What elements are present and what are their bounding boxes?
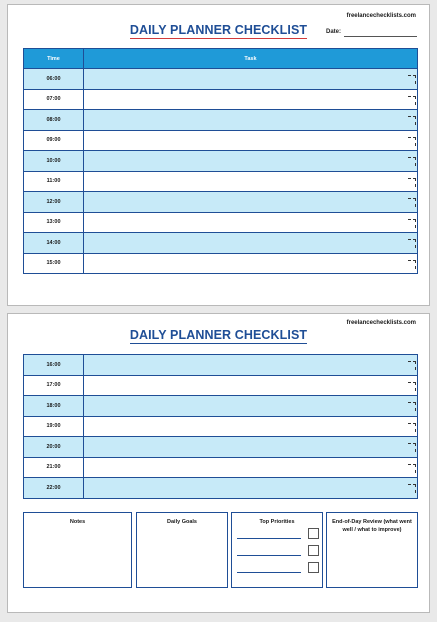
title-text: DAILY PLANNER CHECKLIST	[129, 23, 308, 37]
task-cell[interactable]	[84, 253, 418, 274]
end-of-day-review-label: End-of-Day Review (what went well / what to improve)	[332, 519, 412, 533]
priority-checkbox[interactable]	[308, 545, 319, 556]
time-cell: 07:00	[24, 89, 84, 110]
daily-goals-box[interactable]	[136, 512, 228, 588]
task-checkbox[interactable]	[408, 75, 416, 84]
notes-label: Notes	[69, 519, 86, 525]
planner-page-1	[7, 4, 430, 306]
task-checkbox[interactable]	[408, 402, 416, 411]
schedule-row	[24, 233, 418, 254]
notes-box[interactable]	[23, 512, 132, 588]
time-cell: 11:00	[24, 171, 84, 192]
task-checkbox[interactable]	[408, 239, 416, 248]
time-cell: 06:00	[24, 69, 84, 90]
task-checkbox[interactable]	[408, 219, 416, 228]
priority-line[interactable]	[237, 538, 301, 539]
top-priorities-box	[231, 512, 323, 588]
task-checkbox[interactable]	[408, 137, 416, 146]
schedule-row	[24, 457, 418, 478]
schedule-row	[24, 89, 418, 110]
daily-goals-label: Daily Goals	[167, 519, 197, 525]
time-cell: 12:00	[24, 192, 84, 213]
task-checkbox[interactable]	[408, 443, 416, 452]
schedule-row	[24, 416, 418, 437]
schedule-row	[24, 151, 418, 172]
title-text: DAILY PLANNER CHECKLIST	[129, 328, 308, 342]
priority-line[interactable]	[237, 555, 301, 556]
task-cell[interactable]	[84, 130, 418, 151]
time-cell: 08:00	[24, 110, 84, 131]
time-cell: 20:00	[24, 437, 84, 458]
top-priorities-label: Top Priorities	[259, 519, 295, 525]
time-header: Time	[24, 49, 84, 69]
time-cell: 15:00	[24, 253, 84, 274]
site-url: freelancechecklists.com	[346, 13, 416, 19]
planner-page-2	[7, 313, 430, 613]
date-label: Date:	[326, 29, 342, 35]
task-checkbox[interactable]	[408, 96, 416, 105]
task-checkbox[interactable]	[408, 260, 416, 269]
time-cell: 16:00	[24, 355, 84, 376]
schedule-row	[24, 355, 418, 376]
time-cell: 13:00	[24, 212, 84, 233]
priority-checkbox[interactable]	[308, 528, 319, 539]
task-header: Task	[84, 49, 418, 69]
time-cell: 10:00	[24, 151, 84, 172]
task-cell[interactable]	[84, 110, 418, 131]
task-checkbox[interactable]	[408, 198, 416, 207]
schedule-row	[24, 171, 418, 192]
end-of-day-review-box[interactable]	[326, 512, 418, 588]
task-cell[interactable]	[84, 355, 418, 376]
task-cell[interactable]	[84, 478, 418, 499]
task-cell[interactable]	[84, 151, 418, 172]
time-cell: 22:00	[24, 478, 84, 499]
priority-item	[237, 545, 319, 557]
site-url: freelancechecklists.com	[346, 320, 416, 326]
task-checkbox[interactable]	[408, 116, 416, 125]
task-cell[interactable]	[84, 171, 418, 192]
time-cell: 18:00	[24, 396, 84, 417]
task-cell[interactable]	[84, 89, 418, 110]
task-cell[interactable]	[84, 192, 418, 213]
priority-item	[237, 528, 319, 540]
schedule-row	[24, 437, 418, 458]
schedule-row	[24, 192, 418, 213]
schedule-row	[24, 212, 418, 233]
time-cell: 14:00	[24, 233, 84, 254]
task-checkbox[interactable]	[408, 382, 416, 391]
priority-item	[237, 562, 319, 574]
task-checkbox[interactable]	[408, 157, 416, 166]
task-checkbox[interactable]	[408, 178, 416, 187]
page-title	[8, 328, 429, 344]
task-cell[interactable]	[84, 375, 418, 396]
task-cell[interactable]	[84, 233, 418, 254]
task-cell[interactable]	[84, 212, 418, 233]
schedule-row	[24, 396, 418, 417]
priority-line[interactable]	[237, 572, 301, 573]
task-checkbox[interactable]	[408, 464, 416, 473]
schedule-row	[24, 110, 418, 131]
time-cell: 17:00	[24, 375, 84, 396]
time-cell: 19:00	[24, 416, 84, 437]
task-checkbox[interactable]	[408, 423, 416, 432]
task-cell[interactable]	[84, 457, 418, 478]
schedule-row	[24, 69, 418, 90]
task-checkbox[interactable]	[408, 484, 416, 493]
task-cell[interactable]	[84, 416, 418, 437]
schedule-row	[24, 253, 418, 274]
schedule-table-1	[23, 48, 418, 274]
schedule-row	[24, 375, 418, 396]
task-checkbox[interactable]	[408, 361, 416, 370]
task-cell[interactable]	[84, 437, 418, 458]
time-cell: 09:00	[24, 130, 84, 151]
schedule-row	[24, 130, 418, 151]
task-cell[interactable]	[84, 69, 418, 90]
time-cell: 21:00	[24, 457, 84, 478]
date-field[interactable]	[344, 36, 417, 37]
schedule-row	[24, 478, 418, 499]
task-cell[interactable]	[84, 396, 418, 417]
schedule-table-2	[23, 354, 418, 499]
priority-checkbox[interactable]	[308, 562, 319, 573]
